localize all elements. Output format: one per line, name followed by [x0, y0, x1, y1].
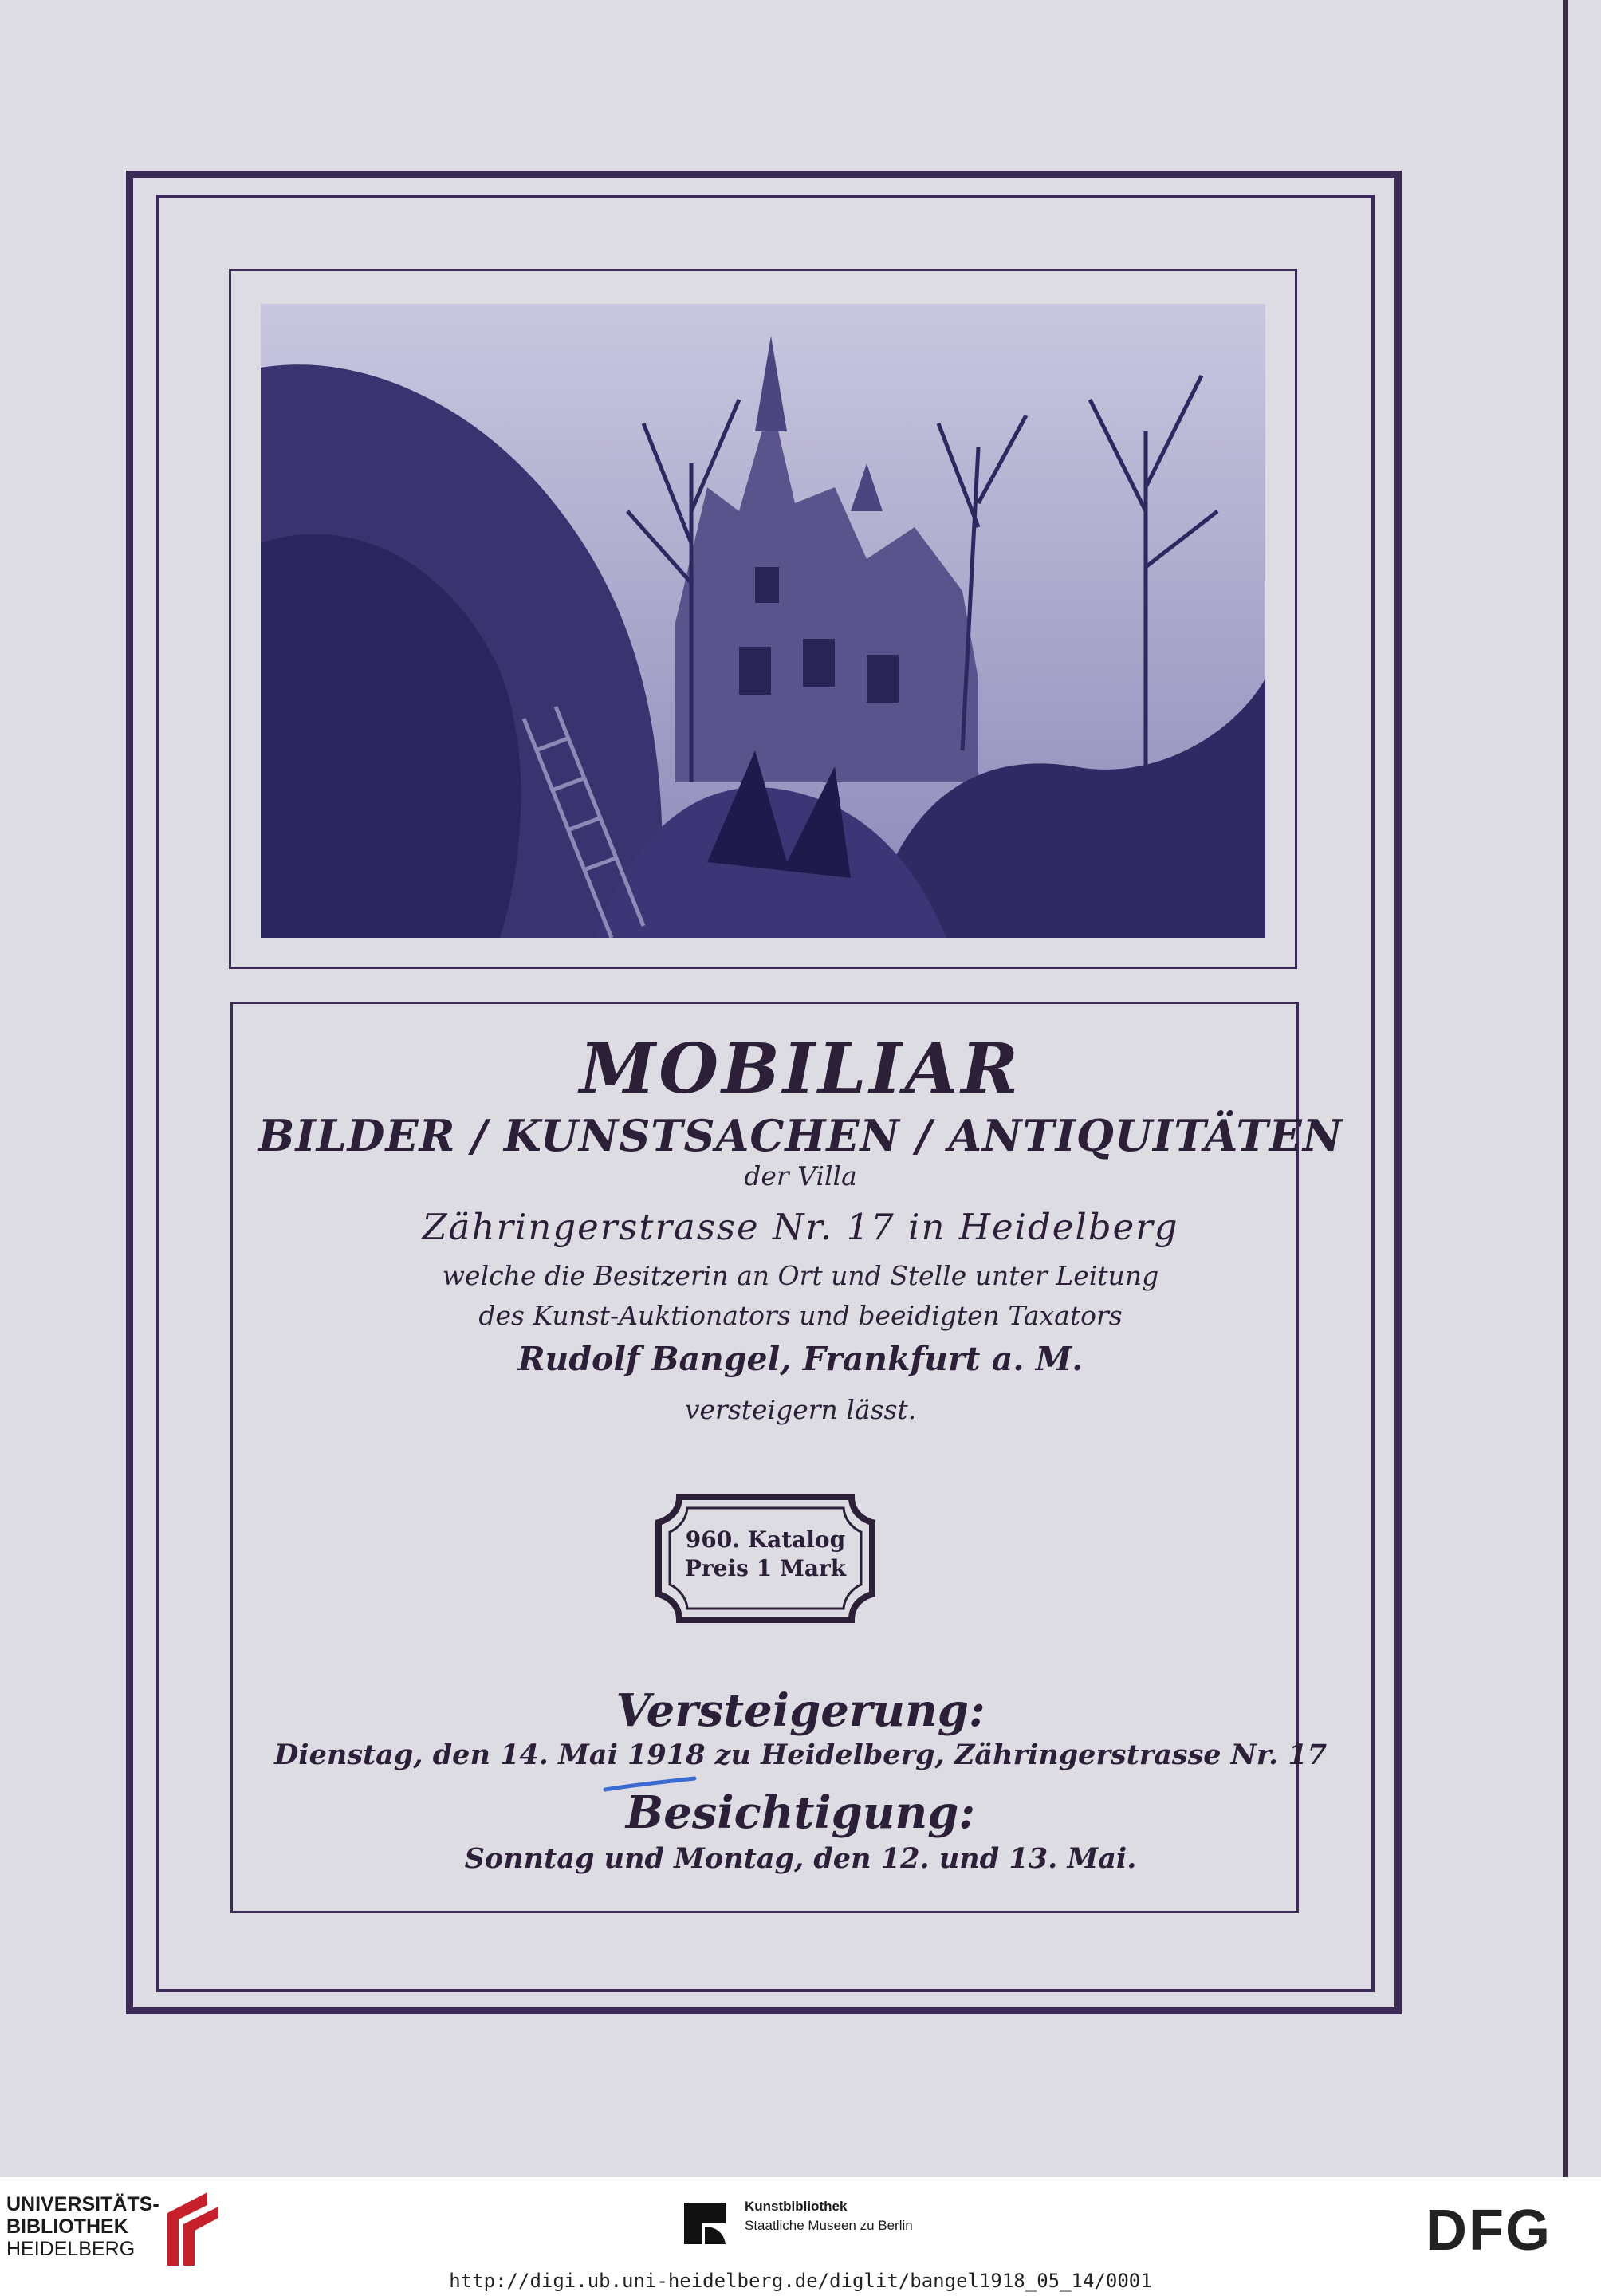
- viewing-details: Sonntag und Montag, den 12. und 13. Mai.: [464, 1842, 1137, 1875]
- villa-address: Zähringerstrasse Nr. 17 in Heidelberg: [422, 1206, 1179, 1248]
- source-url[interactable]: http://digi.ub.uni-heidelberg.de/diglit/bangel1918_05_14/0001: [449, 2270, 1152, 2292]
- catalog-title: MOBILIAR: [580, 1029, 1021, 1109]
- kunstbibliothek-logo-icon: [684, 2203, 726, 2244]
- ub-heidelberg-logo-icon: [159, 2189, 222, 2267]
- ub-line-2: BIBLIOTHEK: [6, 2215, 128, 2238]
- kb-line-1: Kunstbibliothek: [745, 2199, 848, 2214]
- catalog-subtitle: BILDER / KUNSTSACHEN / ANTIQUITÄTEN: [258, 1110, 1343, 1161]
- kb-line-2: Staatliche Museen zu Berlin: [745, 2218, 913, 2233]
- kunstbibliothek-logo-text: [745, 2197, 913, 2235]
- versteigern-text: versteigern lässt.: [684, 1394, 917, 1425]
- der-villa-text: der Villa: [744, 1160, 857, 1191]
- badge-price: Preis 1 Mark: [684, 1555, 847, 1581]
- ub-line-3: HEIDELBERG: [6, 2238, 136, 2260]
- description-line-1: welche die Besitzerin an Ort und Stelle unter Leitung: [442, 1260, 1159, 1291]
- viewing-heading: Besichtigung:: [625, 1786, 976, 1839]
- auction-details: Dienstag, den 14. Mai 1918 zu Heidelberg, Zähringerstrasse Nr. 17: [273, 1739, 1328, 1771]
- auction-heading: Versteigerung:: [616, 1684, 985, 1737]
- ub-heidelberg-logo-text: [6, 2193, 159, 2260]
- auctioneer-name: Rudolf Bangel, Frankfurt a. M.: [517, 1340, 1084, 1378]
- dfg-logo: DFG: [1426, 2199, 1552, 2263]
- ub-line-1: UNIVERSITÄTS-: [6, 2193, 159, 2215]
- villa-photo-illustration: [261, 304, 1265, 938]
- badge-catalog-number: 960. Katalog: [685, 1526, 846, 1553]
- badge-text: [647, 1526, 883, 1583]
- description-line-2: des Kunst-Auktionators und beeidigten Taxators: [478, 1300, 1123, 1331]
- villa-photo: [261, 304, 1265, 938]
